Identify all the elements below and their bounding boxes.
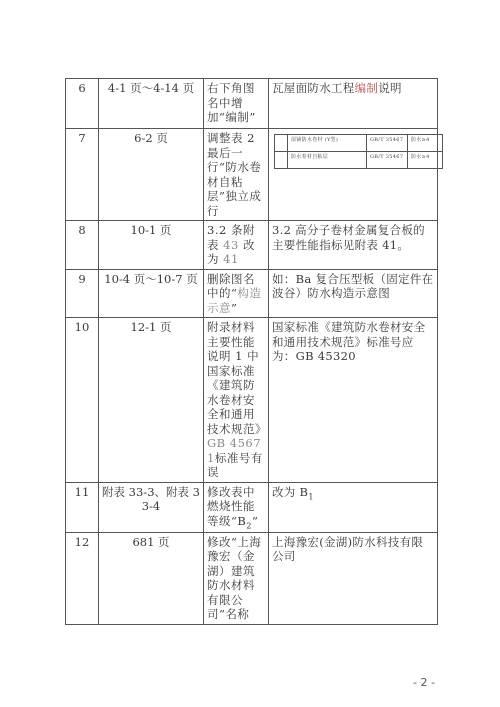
corrected-content: 3.2 高分子卷材金属复合板的主要性能指标见附表 41。 bbox=[269, 221, 438, 270]
change-description bbox=[204, 221, 269, 270]
table-row bbox=[66, 482, 438, 532]
change-description bbox=[204, 269, 269, 318]
excerpt-table-image bbox=[274, 134, 443, 169]
row-number: 7 bbox=[66, 129, 99, 221]
old-value: 43 bbox=[223, 237, 239, 252]
table-row bbox=[66, 269, 438, 318]
row-number: 10 bbox=[66, 318, 99, 483]
corrected-content bbox=[269, 79, 438, 129]
excerpt-cell: 湿铺防水卷材 (Y型) bbox=[288, 135, 367, 152]
change-description bbox=[204, 318, 269, 483]
desc-text: 附录材料主要性能说明 1 中国家标准《建筑防水卷材安全和通用技术规范》 bbox=[207, 320, 267, 436]
corrected-content bbox=[269, 129, 438, 221]
page-ref: 附表 33-3、附表 33-4 bbox=[99, 482, 204, 532]
page-number: - 2 - bbox=[413, 676, 435, 689]
excerpt-cell bbox=[275, 152, 288, 169]
desc-text: 3.2 条附表 bbox=[207, 223, 255, 252]
excerpt-cell bbox=[275, 135, 288, 152]
corrected-text: 瓦屋面防水工程 bbox=[272, 81, 355, 95]
excerpt-cell: GB/T 35467 bbox=[367, 135, 408, 152]
corrected-text-end: 说明 bbox=[378, 81, 402, 95]
desc-text: 删除图名中的“ bbox=[207, 271, 255, 300]
subscript: 1 bbox=[308, 491, 314, 501]
row-number: 9 bbox=[66, 269, 99, 318]
excerpt-cell: 防水≥4 bbox=[408, 152, 443, 169]
excerpt-row bbox=[275, 152, 443, 169]
table-row bbox=[66, 129, 438, 221]
page-ref: 4-1 页～4-14 页 bbox=[99, 79, 204, 129]
new-value: 41 bbox=[223, 252, 239, 266]
excerpt-cell: 防水≥4 bbox=[408, 135, 443, 152]
removed-text: 构造示意 bbox=[207, 286, 262, 315]
corrected-content: 国家标准《建筑防水卷材安全和通用技术规范》标准号应为：GB 45320 bbox=[269, 318, 438, 483]
desc-text: 修改表中燃烧性能等级“B bbox=[207, 484, 255, 528]
change-description: 右下角图名中增加“编制” bbox=[204, 79, 269, 129]
corrected-content: 上海豫宏(金湖)防水科技有限公司 bbox=[269, 532, 438, 624]
page-ref: 10-4 页～10-7 页 bbox=[99, 269, 204, 318]
page-ref: 10-1 页 bbox=[99, 221, 204, 270]
desc-text: 改为 bbox=[207, 237, 255, 266]
row-number: 8 bbox=[66, 221, 99, 270]
corrected-content: 如：Ba 复合压型板（固定件在波谷）防水构造示意图 bbox=[269, 269, 438, 318]
row-number: 11 bbox=[66, 482, 99, 532]
excerpt-cell: GB/T 35467 bbox=[367, 152, 408, 169]
corrected-content bbox=[269, 482, 438, 532]
excerpt-cell: 防水卷材自粘层 bbox=[288, 152, 367, 169]
row-number: 6 bbox=[66, 79, 99, 129]
change-description: 调整表 2 最后一行“防水卷材自粘层”独立成行 bbox=[204, 129, 269, 221]
excerpt-row bbox=[275, 135, 443, 152]
errata-table bbox=[65, 78, 438, 625]
change-description bbox=[204, 482, 269, 532]
subscript: 2 bbox=[246, 520, 252, 530]
table-row bbox=[66, 318, 438, 483]
table-row bbox=[66, 532, 438, 624]
table-row bbox=[66, 221, 438, 270]
page-ref: 681 页 bbox=[99, 532, 204, 624]
table-row bbox=[66, 79, 438, 129]
desc-text: 标准号有误 bbox=[207, 450, 263, 479]
desc-text: ” bbox=[231, 300, 238, 315]
page-ref: 6-2 页 bbox=[99, 129, 204, 221]
desc-text: ” bbox=[251, 513, 259, 528]
page-ref: 12-1 页 bbox=[99, 318, 204, 483]
change-description: 修改“上海豫宏（金湖）建筑防水材料有限公司”名称 bbox=[204, 532, 269, 624]
corrected-text: 改为 B bbox=[272, 484, 309, 499]
row-number: 12 bbox=[66, 532, 99, 624]
wrong-standard-number: GB 45671 bbox=[207, 436, 262, 465]
highlighted-text: 编制 bbox=[354, 81, 379, 95]
